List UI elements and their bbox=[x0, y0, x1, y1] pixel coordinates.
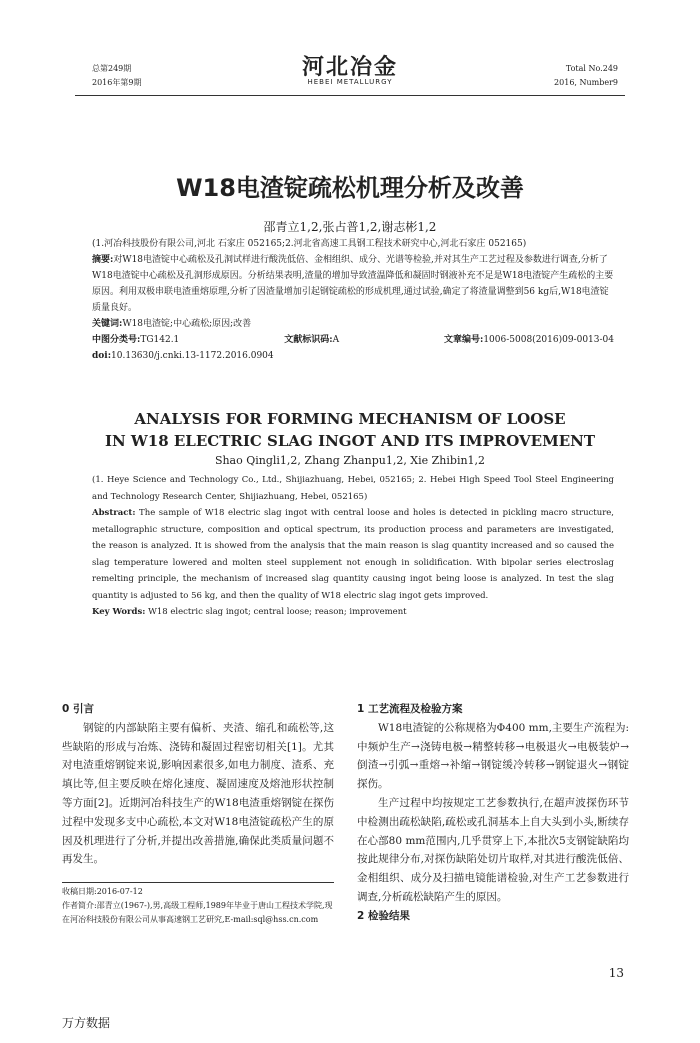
keywords-cn-label: 关键词: bbox=[92, 319, 123, 329]
abstract-cn bbox=[92, 252, 614, 316]
keywords-en bbox=[92, 604, 614, 621]
abstract-en-label: Abstract: bbox=[92, 508, 136, 518]
journal-name-en: HEBEI METALLURGY bbox=[307, 78, 393, 86]
title-cn: W18电渣锭疏松机理分析及改善 bbox=[176, 174, 524, 202]
abstract-cn-label: 摘要: bbox=[92, 255, 114, 265]
section-0-heading: 0 引言 bbox=[62, 703, 94, 715]
affiliation-cn: (1.河冶科技股份有限公司,河北 石家庄 052165;2.河北省高速工具钢工程技术研究中心,河北石家庄 052165) bbox=[92, 239, 527, 249]
header-year-en: 2016, Number9 bbox=[554, 78, 618, 87]
cn-meta-block bbox=[92, 236, 614, 364]
classification-line bbox=[92, 332, 614, 348]
keywords-en-label: Key Words: bbox=[92, 607, 146, 617]
watermark-wanfang: 万方数据 bbox=[62, 1016, 111, 1030]
authors-cn: 邵青立1,2,张占普1,2,谢志彬1,2 bbox=[263, 220, 437, 234]
abstract-en bbox=[92, 505, 614, 604]
footnote-received-date: 收稿日期:2016-07-12 bbox=[62, 887, 143, 896]
footnotes bbox=[62, 885, 334, 927]
header-year-cn: 2016年第9期 bbox=[92, 78, 142, 87]
title-en-line2: IN W18 ELECTRIC SLAG INGOT AND ITS IMPROVEMENT bbox=[104, 432, 596, 450]
footnote-rule bbox=[62, 882, 334, 883]
clc-code: 中图分类号:TG142.1 bbox=[92, 335, 180, 345]
page-number: 13 bbox=[608, 966, 624, 980]
keywords-cn bbox=[92, 316, 614, 332]
authors-en: Shao Qingli1,2, Zhang Zhanpu1,2, Xie Zhibin1,2 bbox=[214, 454, 486, 467]
section-0-paragraph: 钢锭的内部缺陷主要有偏析、夹渣、缩孔和疏松等,这些缺陷的形成与冶炼、浇铸和凝固过程密切相关[1]。尤其对电渣重熔钢锭来说,影响因素很多,如电力制度、渣系、充填比等,但主要反映在熔化速度、凝固速度及熔池形状控制等方面[2]。近期河冶科技生产的W18电渣重熔钢锭在探伤过程中发现多支中心疏松,本文对W18电渣锭疏松产生的原因及机理进行了分析,并提出改善措施,确保此类质量问题不再发生。 bbox=[62, 721, 334, 866]
en-meta-block bbox=[92, 472, 614, 621]
keywords-cn-text: W18电渣锭;中心疏松;原因;改善 bbox=[122, 319, 252, 329]
left-column bbox=[62, 700, 334, 869]
section-1-heading: 1 工艺流程及检验方案 bbox=[357, 703, 463, 715]
doi-value: 10.13630/j.cnki.13-1172.2016.0904 bbox=[111, 351, 274, 361]
header-total-en: Total No.249 bbox=[565, 64, 618, 73]
section-1-paragraph-1: W18电渣锭的公称规格为Φ400 mm,主要生产流程为:中频炉生产→浇铸电极→精整转移→电极退火→电极装炉→倒渣→引弧→重熔→补缩→钢锭缓冷转移→钢锭退火→钢锭探伤。 bbox=[357, 721, 629, 791]
header-rule bbox=[75, 95, 625, 96]
document-code: 文献标识码:A bbox=[284, 335, 340, 345]
affiliation-en: (1. Heye Science and Technology Co., Ltd., Shijiazhuang, Hebei, 052165; 2. Hebei High Speed Tool Steel Engineering and Technology Research Center, Shijiazhuang, Hebei, 052165) bbox=[92, 475, 614, 502]
abstract-cn-text: 对W18电渣锭中心疏松及孔洞试样进行酸洗低倍、金相组织、成分、光谱等检验,并对其生产工艺过程及参数进行调查,分析了W18电渣锭中心疏松及孔洞形成原因。分析结果表明,渣量的增加导致渣温降低和凝固时钢液补充不足是W18电渣锭产生疏松的主要原因。利用双极串联电渣重熔原理,分析了因渣量增加引起钢锭疏松的形成机理,通过试验,确定了将渣量调整到56 kg后,W18电渣锭质量良好。 bbox=[92, 255, 614, 313]
header-issue-en bbox=[554, 62, 618, 90]
journal-name-cn: 河北冶金 bbox=[301, 54, 398, 80]
header-total-cn: 总第249期 bbox=[92, 64, 132, 73]
article-number: 文章编号:1006-5008(2016)09-0013-04 bbox=[444, 335, 614, 345]
footnote-author-bio: 作者简介:邵青立(1967-),男,高级工程师,1989年毕业于唐山工程技术学院,现在河冶科技股份有限公司从事高速钢工艺研究,E-mail:sql@hss.cn.com bbox=[62, 901, 333, 924]
keywords-en-text: W18 electric slag ingot; central loose; reason; improvement bbox=[148, 607, 407, 617]
abstract-en-text: The sample of W18 electric slag ingot with central loose and holes is detected in pickling macro structure, metallographic structure, composition and optical spectrum, its production process and parameters are investigated, the reason is analyzed. It is showed from the analysis that the main reason is slag quantity increased and so caused the slag temperature lowered and molten steel supplement not enough in solidification. With bipolar series electroslag remelting principle, the mechanism of increased slag quantity causing ingot being loose is analyzed. In test the slag quantity is adjusted to 56 kg, and then the quality of W18 electric slag ingot gets improved. bbox=[92, 508, 614, 601]
section-2-heading: 2 检验结果 bbox=[357, 909, 410, 922]
right-column bbox=[357, 700, 629, 926]
doi-line: doi:10.13630/j.cnki.13-1172.2016.0904 bbox=[92, 351, 274, 361]
title-en bbox=[0, 408, 700, 452]
section-1-paragraph-2: 生产过程中均按规定工艺参数执行,在超声波探伤环节中检测出疏松缺陷,疏松或孔洞基本上自大头到小头,断续存在心部80 mm范围内,几乎贯穿上下,本批次5支钢锭缺陷均按此规律分布,对探伤缺陷处切片取样,对其进行酸洗低倍、金相组织、成分及扫描电镜能谱检验,对生产工艺参数进行调查,分析疏松缺陷产生的原因。 bbox=[357, 796, 629, 903]
title-en-line1: ANALYSIS FOR FORMING MECHANISM OF LOOSE bbox=[134, 410, 566, 428]
